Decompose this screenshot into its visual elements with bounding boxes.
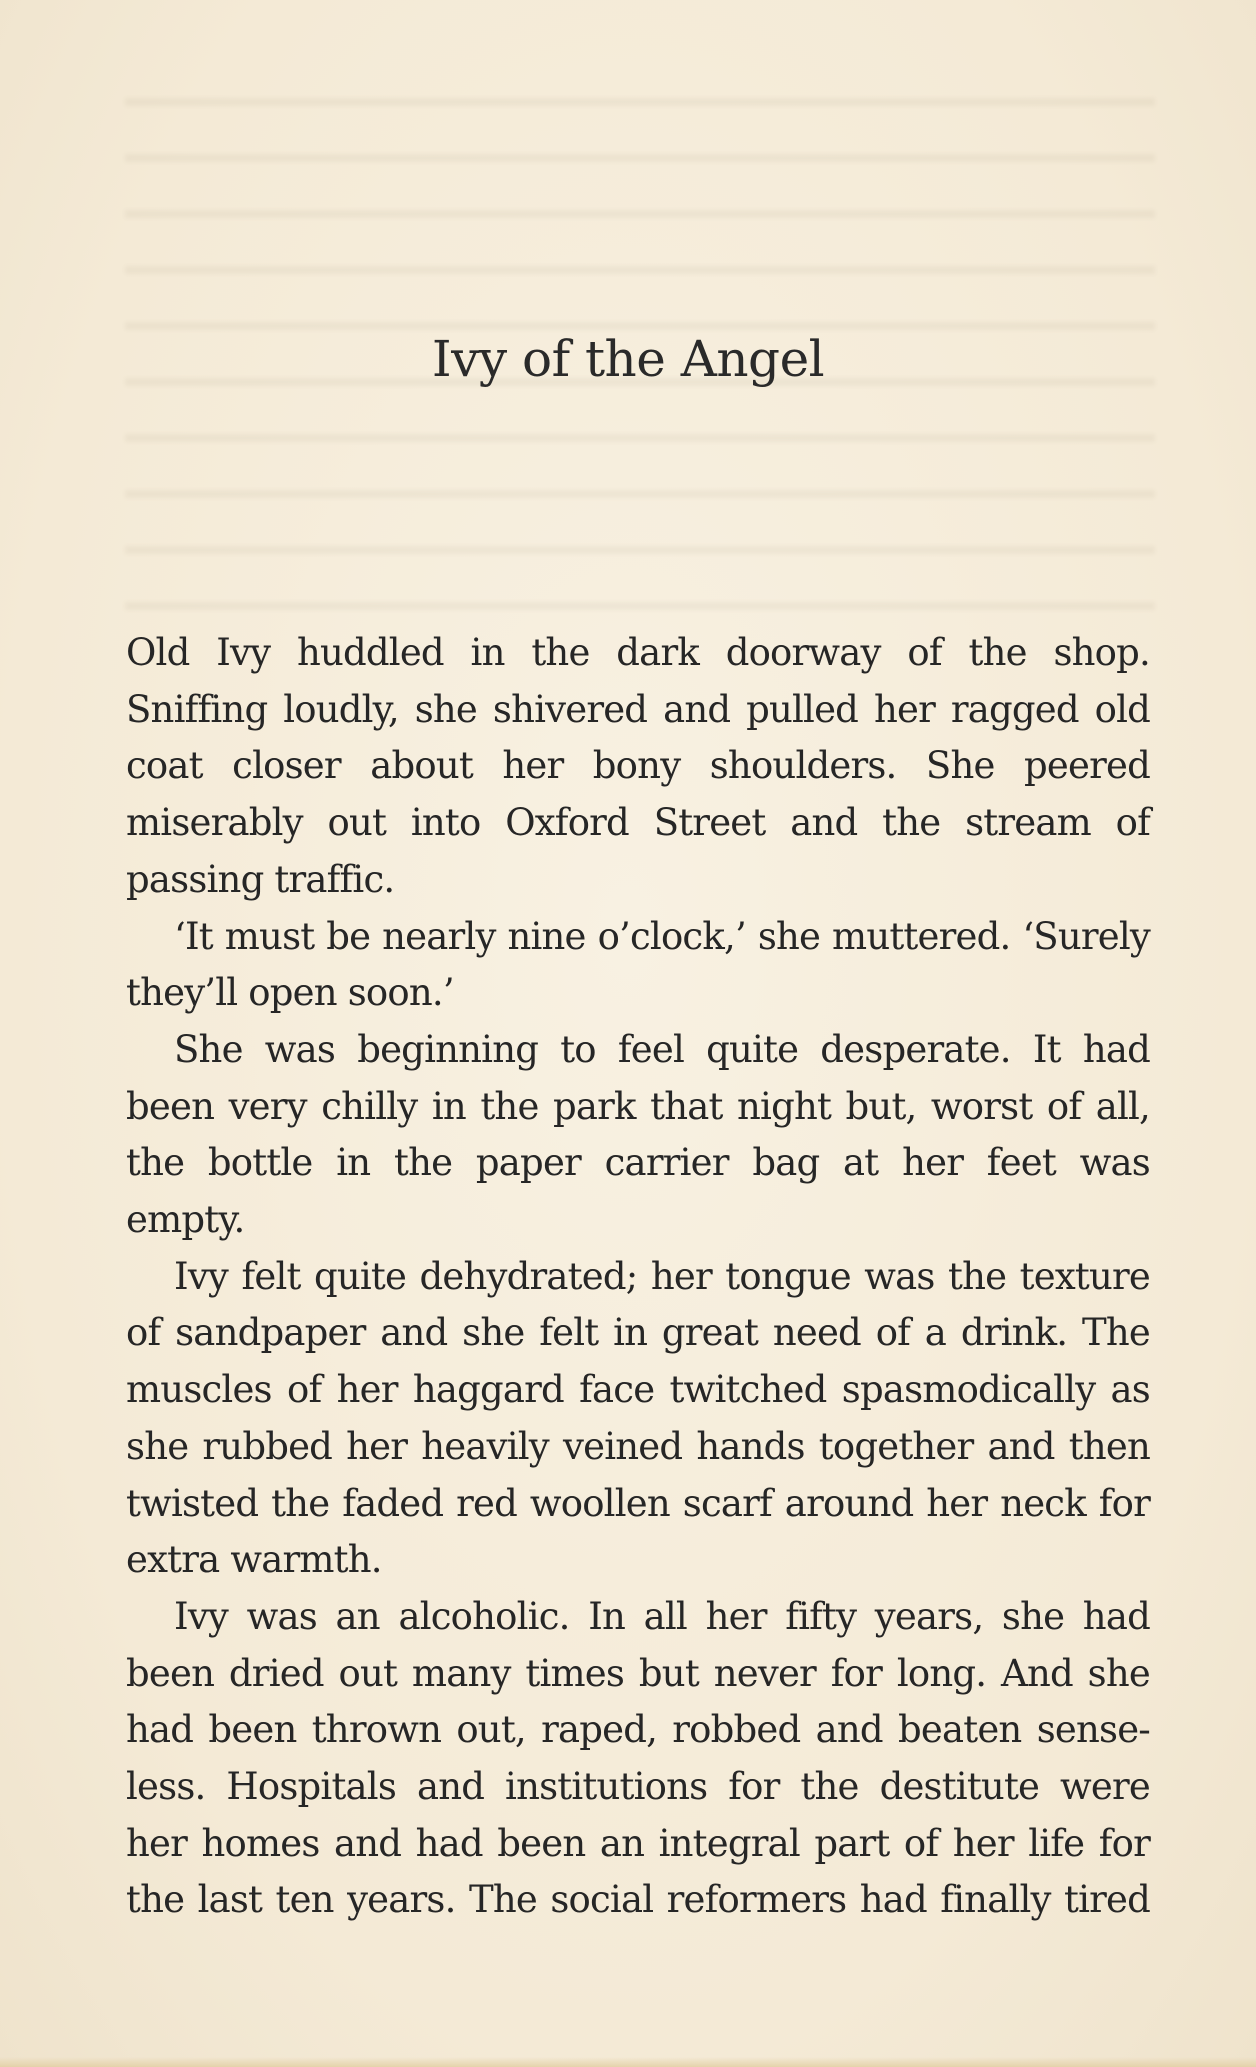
paragraph-5: Ivy was an alcoholic. In all her fifty years, she had been dried out many times but never for long. And she had been thrown out, raped, robbed and beaten sense-less. Hospitals and institutions for the destitute were her homes and had been an integral part of her life for the last ten years. The social reformers had finally tired	[126, 1594, 1150, 1922]
paragraph-4: Ivy felt quite dehydrated; her tongue was the texture of sandpaper and she felt in great need of a drink. The muscles of her haggard face twitched spasmodically as she rubbed her heavily veined hands together and then twisted the faded red woollen scarf around her neck for extra warmth.	[126, 1254, 1150, 1582]
paragraph-1: Old Ivy huddled in the dark doorway of the shop. Sniffing loudly, she shivered and pulled her ragged old coat closer about her bony shoulders. She peered miserably out into Oxford Street and the stream of passing traffic.	[126, 631, 1150, 901]
body-text	[126, 625, 1150, 1929]
chapter-title: Ivy of the Angel	[431, 330, 825, 388]
paragraph-2: ‘It must be nearly nine o’clock,’ she muttered. ‘Surely they’ll open soon.’	[126, 914, 1150, 1015]
page-bottom-edge	[0, 2057, 1256, 2067]
paragraph-3: She was beginning to feel quite desperate. It had been very chilly in the park that night but, worst of all, the bottle in the paper carrier bag at her feet was empty.	[126, 1027, 1150, 1242]
